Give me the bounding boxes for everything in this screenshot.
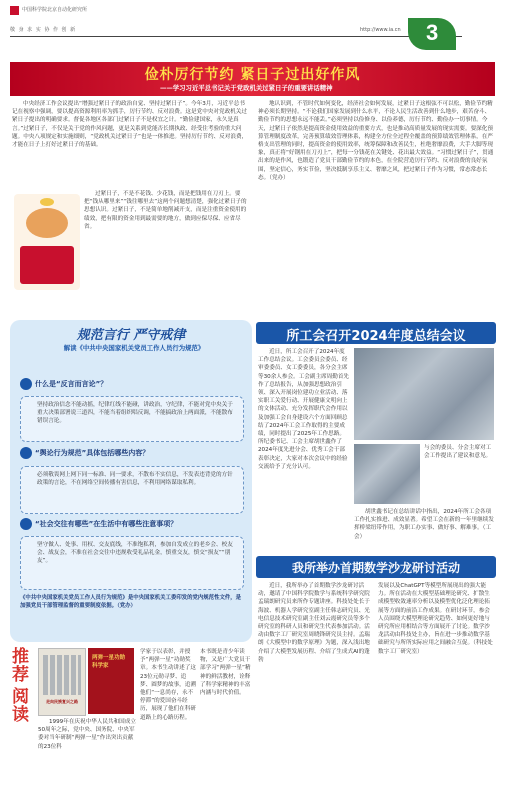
discipline-q2: “舆论行为规范”具体包括哪些内容？ (35, 449, 150, 457)
discipline-a1-box (20, 396, 244, 442)
thrift-sign (20, 246, 74, 284)
top-article-subtitle: ——学习习近平总书记关于党政机关过紧日子的重要讲话精神 (160, 84, 333, 92)
discipline-a3: 坚守做人、处事、用权、交友底线，不准饱私利，参加自发成立的老乡会、校友会、战友会，不准在社会交往中违规收受礼品礼金，慎重交友，慎交“损友”“朋友”。 (37, 542, 233, 565)
discipline-footer: 《中共中央国家机关党员工作人员行为规范》是中央国家机关工委印发的党内规范性文件，是加强党员干部管理监督的重要制度依据。（党办） (20, 595, 242, 609)
salon-banner (256, 556, 496, 578)
header-publication: 中国科学院北京自动化研究所 (22, 7, 88, 13)
header-url[interactable]: http://www.ia.cn (360, 27, 401, 33)
discipline-a1: 坚持政治信念不能动摇，纪律红线不能碰，讲政治，守纪律，不能对党中央关于重大决策部署说三道四，不能当着组织唱反调，不能搞政治上两面派，不能散布错误言论。 (37, 402, 233, 425)
book-subtitle: 两弹一星功勋科学家 (92, 655, 126, 669)
top-article-col1: 中央经济工作会议提出“增强过紧日子的政治自觉、坚持过紧日子”。今年3月，习近平总书记在视察中强调，要以提高资源利用率为抓手，厉行节约、反对浪费。这是党中央对党政机关过紧日子提出的明确要求。督促各地区各部门过紧日子不是权宜之计。“勤俭建国家，永久是真言。”过紧日子，不仅是关于党的作风问题，更是关系到党能否长期执政、经受住考验的重大问题。中央八项规定和实施细则，“党政机关过紧日子”也是一体推进。坚持厉行节约、反对浪费，才能在日子上打好过紧日子的基础。 (12, 101, 248, 149)
question-icon-2 (20, 447, 32, 459)
meeting-photo-caption: 胡世鑫书记在总结讲话中指出，2024年所工会各项工作扎实推进、成效显著。希望工会在新的一年里继续发挥桥梁纽带作用，为职工办实事、做好事、解难事。（工会） (354, 509, 494, 540)
book-cover (38, 648, 86, 716)
piggy-bank-icon (26, 208, 68, 238)
coin-icon (40, 198, 54, 206)
reading-label-top: 推荐 (12, 647, 29, 685)
page-header (0, 0, 507, 58)
top-article-col2: 地认识到，不管时代如何变化，经济社会如何发展，过紧日子这根弦不可以松，勤俭节约精神必须长期坚持。“不论我们国家发展到什么水平，不论人民生活改善到什么地步，艰苦奋斗、勤俭节约的思想永远不能丢。”必须坚持以俭修身、以俭养德，厉行节约、勤俭办一切事情。今天，过紧日子依然是提高资金使用效益的重要方式，也是推动高质量发展的现实需要。要深化预算管理制度改革，完善预算绩效管理体系，构建全方位全过程全覆盖的预算绩效管理体系，在严格支出管理的同时，提高资金的使用效率，统筹保障和改善民生，杜绝奢靡浪费，大手大脚等现象，真正将“好钢用在刀刃上”，把每一分钱花在关键处、花出最大效益。“习惯过紧日子”，贯通出来的是作风，也锻造了党员干部勤俭节约的本色，在全院营造厉行节约、反对浪费的良好氛围，坚定信心，务实节俭，坚决抵制享乐主义、奢靡之风，把过紧日子作为习惯，常态常态长态。（党办） (258, 101, 494, 181)
meeting-banner (256, 322, 496, 344)
reading-col1-tail: 1999年在庆祝中华人民共和国成立50周年之际，党中央、国务院、中央军委对当年研制“两弹一星”作出突出贡献的23位科 (38, 719, 136, 750)
header-motto: 敬 身 求 实 协 作 创 新 (10, 27, 77, 33)
book-spine (88, 648, 134, 714)
question-icon-1 (20, 378, 32, 390)
page-number-badge (408, 18, 456, 50)
reading-label-bottom: 阅读 (12, 687, 29, 725)
discipline-a3-box (20, 536, 244, 590)
reading-col2: 本书既是青少年读物，又是广大党员干部学习“两弹一星”精神的鲜活教材，诠释了科学家精神的丰富内涵与时代价值。 (200, 649, 251, 697)
question-icon-3 (20, 518, 32, 530)
discipline-intro: 解读《中共中央国家机关党员工作人员行为规范》 (63, 344, 205, 352)
thrift-illustration (14, 194, 80, 290)
book-cover-grid (43, 655, 81, 695)
discipline-q1: 什么是“反言而言论”？ (35, 380, 108, 388)
salon-title: 我所举办首期数学沙龙研讨活动 (291, 561, 460, 575)
meeting-photo-1 (354, 348, 494, 440)
reading-section (10, 648, 252, 786)
salon-col2: 发展以及ChatGPT等模型所展现出的强大能力。所在活动在大模型基础理论研究、扩散生成模型收敛速率分析以及模型优化泛化理论拓展等方面的前沿工作成果。在研讨环节，参会人员围绕大模型理论研究趋势、如何更好地与研究所应用相结合等方面展开了讨论。数学沙龙活动由科技处主办，旨在进一步推动数学基础研究与所所实际应用之间融合互促。（科技处 数字工厂研究室） (378, 583, 493, 655)
header-logo (10, 6, 19, 15)
discipline-a2-box (20, 466, 244, 514)
discipline-a2: 必须敬畏网上网下同一标准、同一要求，不散布不实信息，不发表违背党的方针政策的言论，不在网络空间传播有害信息，不利用网络谋取私利。 (37, 472, 233, 487)
meeting-title: 所工会召开2024年度总结会议 (286, 329, 466, 344)
top-article-title: 俭朴厉行节约 紧日子过出好作风 (144, 67, 361, 83)
salon-col1: 近日，我所举办了首期数学沙龙研讨活动，邀请了中国科学院数学与系统科学研究院孟瑞朗研究员来所作专题讲座。科技处处长于海波、机器人学研究室副主任韩志研究员、光电信息技术研究室副主任刘云霞研究员等多个研究室的科研人员和研究生代表参加活动。活动由数字工厂研究室周晓锋研究员主持。孟瑞朗《大模型中的数学原理》为题，深入浅出地介绍了大模型发展历程、介绍了生成式AI的蓬勃 (258, 583, 370, 663)
reading-col1: 学家于以表彰，并授予“两弹一星”功勋奖章。本书生动讲述了这23位元勋寻梦、追梦、圆梦的故事，追溯他们“一息尚存，永不停滞”的爱国奋斗经历，展现了他们在科研道路上的心路历程。 (140, 649, 196, 721)
header-divider (10, 36, 462, 37)
meeting-photo-2 (354, 444, 420, 504)
discipline-section (10, 320, 252, 642)
book-title: 走向民族复兴之路 (46, 699, 78, 704)
top-article-col1b: 过紧日子，不是不花钱、少花钱，而是把钱用在刀刃上。要把“钱从哪里来”“钱往哪里去”这两个问题想清楚，强化过紧日子的思想认识。过紧日子，不是简单地削减开支，而是注重资金使用的绩效，把有限的资金用到最需要的地方，做到应保尽保、应省尽省。 (84, 191, 247, 230)
discipline-q3: “社会交往有哪些”在生活中有哪些注意事项？ (35, 520, 178, 528)
meeting-body-2: 与会的委员、分会主席对工会工作提出了建议和意见。 (424, 445, 492, 460)
page-number: 3 (426, 20, 439, 45)
top-article-banner (10, 62, 495, 96)
meeting-body: 近日，所工会召开了2024年度工作总结会议。工会委员会委员、经审委委员、女工委委员，各分会主席等30余人参会。工会副主席周勤首先作了总结报告，从加强思想政治引领、深入开展岗位建功立业活动、落实职工关爱行动、开展健康文明向上的文体活动、充分发挥职代会作用以及加强工会自身建设六个方面回顾总结了2024年工会工作取得的主要成绩，同时提出了2025年工作思路。所纪委书记、工会主席胡世鑫作了2024年度先进分会、优秀工会干部表彰决定，大家对本次会议中的经验交流给予了充分认可。 (258, 349, 350, 470)
discipline-title: 规范言行 严守戒律 (76, 328, 186, 343)
